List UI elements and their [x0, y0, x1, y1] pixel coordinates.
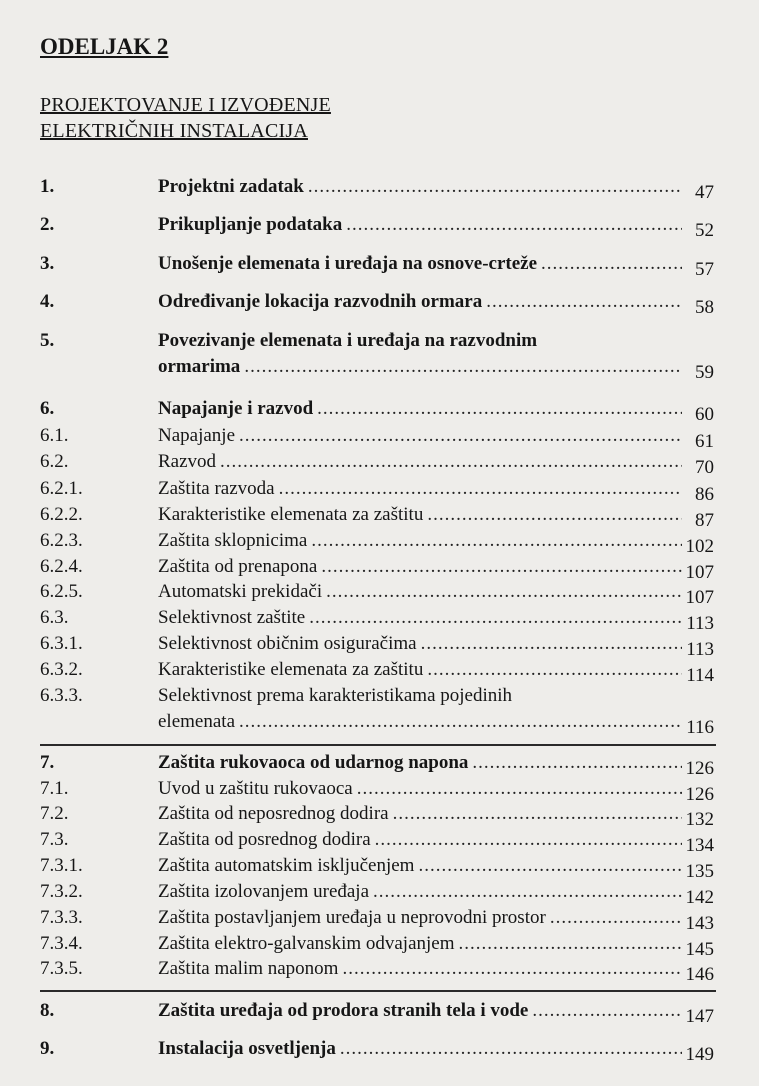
toc-leader [427, 504, 682, 526]
toc-number: 2. [40, 214, 55, 235]
toc-leader [541, 253, 682, 275]
toc-leader [279, 478, 682, 500]
toc-number: 7.3.2. [40, 881, 83, 902]
toc-page: 113 [686, 639, 714, 660]
toc-page: 145 [685, 939, 714, 960]
toc-page: 143 [685, 913, 714, 934]
toc-leader [220, 451, 682, 473]
toc-page: 107 [685, 587, 714, 608]
toc-page: 52 [695, 220, 714, 241]
toc-number: 6.2.4. [40, 556, 83, 577]
toc-number: 6.2. [40, 451, 69, 472]
toc-leader [472, 752, 681, 774]
toc-number: 6.2.1. [40, 478, 83, 499]
toc-number: 7.3. [40, 829, 69, 850]
toc-page: 132 [685, 809, 714, 830]
toc-title: Zaštita elektro-galvanskim odvajanjem [158, 933, 455, 954]
toc-number: 6.3.2. [40, 659, 83, 680]
toc-page: 114 [686, 665, 714, 686]
toc-page: 47 [695, 182, 714, 203]
toc-title-continued: elemenata [158, 711, 236, 732]
toc-number: 6.2.3. [40, 530, 83, 551]
toc-title: Napajanje [158, 425, 236, 446]
toc-title: Zaštita rukovaoca od udarnog napona [158, 752, 469, 773]
toc-leader [239, 425, 682, 447]
toc-number: 6.3.1. [40, 633, 83, 654]
toc-number: 9. [40, 1038, 55, 1059]
toc-title-continued: ormarima [158, 356, 241, 377]
toc-title: Razvod [158, 451, 217, 472]
toc-number: 8. [40, 1000, 55, 1021]
toc-leader [340, 1038, 682, 1060]
toc-number: 7.3.5. [40, 958, 83, 979]
toc-page: 113 [686, 613, 714, 634]
toc-page: 126 [685, 758, 714, 779]
toc-number: 6.1. [40, 425, 69, 446]
toc-leader [459, 933, 682, 955]
toc-title: Zaštita sklopnicima [158, 530, 308, 551]
toc-title: Selektivnost zaštite [158, 607, 306, 628]
toc-page: 60 [695, 404, 714, 425]
toc-title: Zaštita uređaja od prodora stranih tela i vode [158, 1000, 529, 1021]
toc-title: Zaštita od prenapona [158, 556, 318, 577]
toc-number: 6.3. [40, 607, 69, 628]
toc-title: Napajanje i razvod [158, 398, 314, 419]
toc-page: 86 [695, 484, 714, 505]
toc-page: 134 [685, 835, 714, 856]
toc-title: Određivanje lokacija razvodnih ormara [158, 291, 483, 312]
toc-page: 116 [686, 717, 714, 738]
toc-leader [342, 958, 681, 980]
toc-page: 126 [685, 784, 714, 805]
toc-page: 58 [695, 297, 714, 318]
toc-page: 142 [685, 887, 714, 908]
divider-rule-1 [40, 744, 716, 746]
toc-title: Zaštita izolovanjem uređaja [158, 881, 370, 902]
toc-title: Uvod u zaštitu rukovaoca [158, 778, 353, 799]
toc-title: Zaštita razvoda [158, 478, 275, 499]
toc-page: 102 [685, 536, 714, 557]
toc-number: 6.3.3. [40, 685, 83, 706]
toc-leader [421, 633, 682, 655]
toc-page: 57 [695, 259, 714, 280]
toc-page: 135 [685, 861, 714, 882]
toc-number: 6.2.5. [40, 581, 83, 602]
toc-number: 7.3.1. [40, 855, 83, 876]
toc-leader [326, 581, 681, 603]
toc-leader [486, 291, 682, 313]
toc-leader [357, 778, 682, 800]
toc-leader [311, 530, 681, 552]
toc-title: Selektivnost prema karakteristikama pojedinih [158, 685, 513, 706]
toc-number: 4. [40, 291, 55, 312]
toc-leader [418, 855, 681, 877]
toc-page: 146 [685, 964, 714, 985]
toc-number: 5. [40, 330, 55, 351]
toc-page: 107 [685, 562, 714, 583]
toc-page: 59 [695, 362, 714, 383]
divider-rule-2 [40, 990, 716, 992]
toc-leader [239, 711, 682, 733]
toc-title: Karakteristike elemenata za zaštitu [158, 504, 424, 525]
toc-page: 61 [695, 431, 714, 452]
toc-page: 149 [685, 1044, 714, 1065]
toc-page: 70 [695, 457, 714, 478]
toc-leader [317, 398, 682, 420]
toc-title: Karakteristike elemenata za zaštitu [158, 659, 424, 680]
toc-leader [532, 1000, 681, 1022]
toc-number: 7. [40, 752, 55, 773]
section-title: ODELJAK 2 [40, 34, 169, 59]
toc-leader [373, 881, 681, 903]
toc-number: 1. [40, 176, 55, 197]
toc-leader [550, 907, 682, 929]
toc-title: Zaštita od posrednog dodira [158, 829, 371, 850]
toc-title: Automatski prekidači [158, 581, 323, 602]
toc-number: 7.3.3. [40, 907, 83, 928]
toc-title: Zaštita automatskim isključenjem [158, 855, 415, 876]
toc-number: 6.2.2. [40, 504, 83, 525]
toc-number: 7.1. [40, 778, 69, 799]
toc-leader [427, 659, 682, 681]
toc-page: 147 [685, 1006, 714, 1027]
toc-title: Zaštita postavljanjem uređaja u neprovodni prostor [158, 907, 546, 928]
toc-leader [244, 356, 682, 378]
toc-number: 3. [40, 253, 55, 274]
toc-title: Instalacija osvetljenja [158, 1038, 336, 1059]
toc-leader [321, 556, 681, 578]
toc-title: Selektivnost običnim osiguračima [158, 633, 417, 654]
toc-number: 7.3.4. [40, 933, 83, 954]
toc-title: Zaštita malim naponom [158, 958, 339, 979]
toc-title: Zaštita od neposrednog dodira [158, 803, 389, 824]
toc-number: 7.2. [40, 803, 69, 824]
toc-page: 87 [695, 510, 714, 531]
toc-leader [393, 803, 682, 825]
toc-leader [308, 176, 682, 198]
subtitle-line-2: ELEKTRIČNIH INSTALACIJA [40, 120, 308, 142]
toc-leader [375, 829, 682, 851]
subtitle-line-1: PROJEKTOVANJE I IZVOĐENJE [40, 94, 331, 116]
toc-leader [346, 214, 682, 236]
toc-title: Prikupljanje podataka [158, 214, 343, 235]
toc-title: Povezivanje elemenata i uređaja na razvodnim [158, 330, 538, 351]
toc-title: Unošenje elemenata i uređaja na osnove-crteže [158, 253, 538, 274]
toc-title: Projektni zadatak [158, 176, 304, 197]
toc-number: 6. [40, 398, 55, 419]
toc-leader [309, 607, 682, 629]
